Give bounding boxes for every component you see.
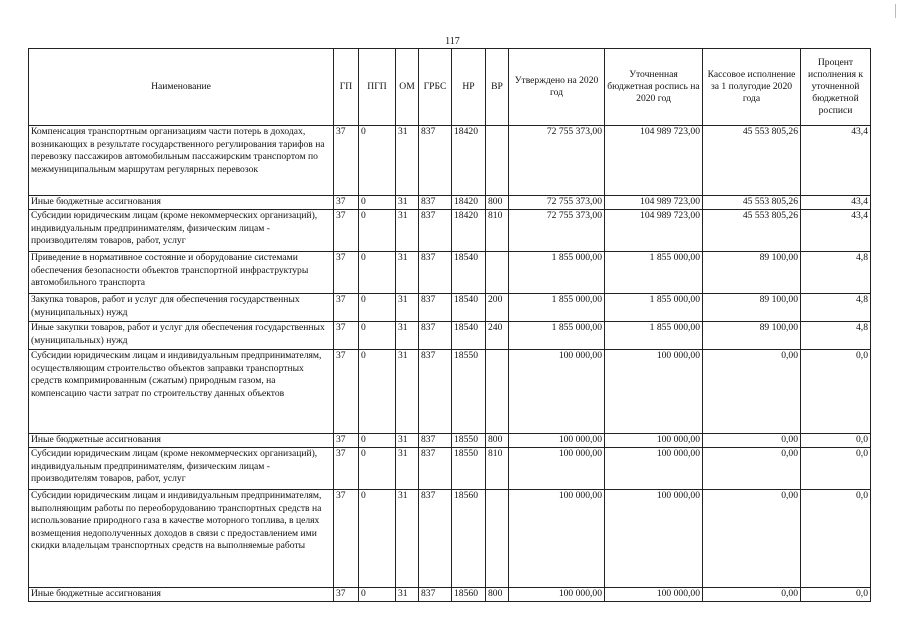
cell-approved: 100 000,00 — [509, 490, 605, 588]
header-gp: ГП — [334, 49, 359, 126]
cell-pgp: 0 — [359, 350, 396, 434]
header-percent: Процент исполнения к уточненной бюджетной росписи — [801, 49, 871, 126]
cell-pgp: 0 — [359, 252, 396, 294]
cell-om: 31 — [396, 252, 419, 294]
cell-pgp: 0 — [359, 196, 396, 210]
cell-approved: 100 000,00 — [509, 434, 605, 448]
cell-nr: 18550 — [452, 448, 486, 490]
cell-vr: 240 — [486, 322, 509, 350]
cell-revised: 100 000,00 — [605, 448, 703, 490]
cell-om: 31 — [396, 294, 419, 322]
cell-approved: 72 755 373,00 — [509, 196, 605, 210]
cell-grbs: 837 — [419, 322, 452, 350]
cell-grbs: 837 — [419, 210, 452, 252]
cell-approved: 1 855 000,00 — [509, 322, 605, 350]
cell-gp: 37 — [334, 322, 359, 350]
cell-grbs: 837 — [419, 126, 452, 196]
table-row — [29, 210, 871, 252]
cell-gp: 37 — [334, 490, 359, 588]
cell-vr — [486, 350, 509, 434]
header-approved: Утверждено на 2020 год — [509, 49, 605, 126]
cell-name: Иные бюджетные ассигнования — [29, 196, 334, 210]
table-row — [29, 126, 871, 196]
cell-revised: 1 855 000,00 — [605, 294, 703, 322]
cell-percent: 0,0 — [801, 448, 871, 490]
scan-edge-mark — [895, 4, 896, 18]
cell-revised: 104 989 723,00 — [605, 126, 703, 196]
table-row — [29, 588, 871, 602]
table-row — [29, 490, 871, 588]
table-row — [29, 196, 871, 210]
cell-percent: 4,8 — [801, 294, 871, 322]
cell-gp: 37 — [334, 252, 359, 294]
cell-om: 31 — [396, 490, 419, 588]
cell-vr: 810 — [486, 448, 509, 490]
cell-percent: 0,0 — [801, 350, 871, 434]
cell-pgp: 0 — [359, 434, 396, 448]
cell-pgp: 0 — [359, 322, 396, 350]
cell-cash: 45 553 805,26 — [703, 126, 801, 196]
cell-gp: 37 — [334, 588, 359, 602]
header-cash: Кассовое исполнение за 1 полугодие 2020 года — [703, 49, 801, 126]
cell-cash: 45 553 805,26 — [703, 196, 801, 210]
header-grbs: ГРБС — [419, 49, 452, 126]
cell-name: Субсидии юридическим лицам и индивидуальным предпринимателям, осуществляющим строительство объектов заправки транспортных средств компримированным (сжатым) природным газом, на компенсацию части затрат по строительству данных объектов — [29, 350, 334, 434]
cell-vr: 200 — [486, 294, 509, 322]
cell-revised: 104 989 723,00 — [605, 196, 703, 210]
cell-approved: 72 755 373,00 — [509, 126, 605, 196]
cell-approved: 72 755 373,00 — [509, 210, 605, 252]
cell-pgp: 0 — [359, 588, 396, 602]
table-row — [29, 252, 871, 294]
cell-om: 31 — [396, 448, 419, 490]
cell-om: 31 — [396, 588, 419, 602]
table-row — [29, 434, 871, 448]
cell-pgp: 0 — [359, 126, 396, 196]
cell-revised: 1 855 000,00 — [605, 322, 703, 350]
cell-vr: 810 — [486, 210, 509, 252]
cell-pgp: 0 — [359, 448, 396, 490]
cell-nr: 18550 — [452, 350, 486, 434]
cell-cash: 0,00 — [703, 350, 801, 434]
cell-om: 31 — [396, 196, 419, 210]
cell-nr: 18420 — [452, 126, 486, 196]
table-row — [29, 350, 871, 434]
cell-nr: 18540 — [452, 322, 486, 350]
cell-name: Субсидии юридическим лицам (кроме некоммерческих организаций), индивидуальным предпринимателям, физическим лицам - производителям товаров, работ, услуг — [29, 210, 334, 252]
cell-nr: 18550 — [452, 434, 486, 448]
cell-revised: 100 000,00 — [605, 434, 703, 448]
cell-gp: 37 — [334, 126, 359, 196]
cell-pgp: 0 — [359, 294, 396, 322]
header-name: Наименование — [29, 49, 334, 126]
cell-approved: 100 000,00 — [509, 588, 605, 602]
cell-percent: 43,4 — [801, 126, 871, 196]
cell-name: Приведение в нормативное состояние и оборудование системами обеспечения безопасности объектов транспортной инфраструктуры автомобильного транспорта — [29, 252, 334, 294]
cell-grbs: 837 — [419, 196, 452, 210]
cell-percent: 4,8 — [801, 252, 871, 294]
cell-grbs: 837 — [419, 350, 452, 434]
cell-grbs: 837 — [419, 434, 452, 448]
cell-vr — [486, 490, 509, 588]
cell-name: Иные закупки товаров, работ и услуг для обеспечения государственных (муниципальных) нужд — [29, 322, 334, 350]
table-row — [29, 294, 871, 322]
cell-name: Субсидии юридическим лицам (кроме некоммерческих организаций), индивидуальным предпринимателям, физическим лицам - производителям товаров, работ, услуг — [29, 448, 334, 490]
cell-cash: 0,00 — [703, 448, 801, 490]
cell-revised: 104 989 723,00 — [605, 210, 703, 252]
cell-pgp: 0 — [359, 490, 396, 588]
cell-approved: 100 000,00 — [509, 350, 605, 434]
table-header-row — [29, 49, 871, 126]
cell-gp: 37 — [334, 448, 359, 490]
cell-cash: 89 100,00 — [703, 322, 801, 350]
cell-nr: 18540 — [452, 294, 486, 322]
cell-name: Компенсация транспортным организациям части потерь в доходах, возникающих в результате государственного регулирования тарифов на перевозку пассажиров автомобильным пассажирским транспортом по межмуниципальным маршрутам регулярных перевозок — [29, 126, 334, 196]
header-revised: Уточненная бюджетная роспись на 2020 год — [605, 49, 703, 126]
table-row — [29, 322, 871, 350]
cell-grbs: 837 — [419, 294, 452, 322]
header-om: ОМ — [396, 49, 419, 126]
cell-name: Закупка товаров, работ и услуг для обеспечения государственных (муниципальных) нужд — [29, 294, 334, 322]
cell-cash: 89 100,00 — [703, 252, 801, 294]
cell-percent: 0,0 — [801, 490, 871, 588]
cell-gp: 37 — [334, 294, 359, 322]
cell-nr: 18560 — [452, 490, 486, 588]
cell-gp: 37 — [334, 196, 359, 210]
cell-nr: 18420 — [452, 196, 486, 210]
cell-gp: 37 — [334, 210, 359, 252]
cell-percent: 0,0 — [801, 434, 871, 448]
cell-cash: 0,00 — [703, 434, 801, 448]
cell-grbs: 837 — [419, 252, 452, 294]
cell-revised: 100 000,00 — [605, 490, 703, 588]
header-nr: НР — [452, 49, 486, 126]
header-vr: ВР — [486, 49, 509, 126]
cell-vr — [486, 252, 509, 294]
cell-nr: 18560 — [452, 588, 486, 602]
cell-cash: 0,00 — [703, 490, 801, 588]
cell-percent: 43,4 — [801, 210, 871, 252]
cell-grbs: 837 — [419, 490, 452, 588]
cell-vr: 800 — [486, 196, 509, 210]
cell-percent: 43,4 — [801, 196, 871, 210]
cell-gp: 37 — [334, 434, 359, 448]
cell-nr: 18420 — [452, 210, 486, 252]
cell-om: 31 — [396, 210, 419, 252]
cell-cash: 0,00 — [703, 588, 801, 602]
cell-om: 31 — [396, 322, 419, 350]
cell-cash: 45 553 805,26 — [703, 210, 801, 252]
cell-gp: 37 — [334, 350, 359, 434]
cell-name: Субсидии юридическим лицам и индивидуальным предпринимателям, выполняющим работы по переоборудованию транспортных средств на использование природного газа в качестве моторного топлива, в целях возмещения недополученных доходов в связи с предоставлением ими скидки владельцам транспортных средств на выполняемые работы — [29, 490, 334, 588]
cell-grbs: 837 — [419, 448, 452, 490]
table-body — [29, 126, 871, 602]
cell-pgp: 0 — [359, 210, 396, 252]
budget-execution-table — [28, 48, 871, 602]
cell-revised: 100 000,00 — [605, 350, 703, 434]
cell-name: Иные бюджетные ассигнования — [29, 434, 334, 448]
page-number: 117 — [445, 36, 460, 47]
cell-grbs: 837 — [419, 588, 452, 602]
cell-percent: 0,0 — [801, 588, 871, 602]
cell-cash: 89 100,00 — [703, 294, 801, 322]
header-pgp: ПГП — [359, 49, 396, 126]
cell-revised: 1 855 000,00 — [605, 252, 703, 294]
cell-nr: 18540 — [452, 252, 486, 294]
cell-vr: 800 — [486, 434, 509, 448]
cell-om: 31 — [396, 350, 419, 434]
cell-percent: 4,8 — [801, 322, 871, 350]
cell-name: Иные бюджетные ассигнования — [29, 588, 334, 602]
cell-revised: 100 000,00 — [605, 588, 703, 602]
cell-om: 31 — [396, 434, 419, 448]
cell-approved: 1 855 000,00 — [509, 294, 605, 322]
cell-approved: 100 000,00 — [509, 448, 605, 490]
table-row — [29, 448, 871, 490]
cell-vr: 800 — [486, 588, 509, 602]
cell-om: 31 — [396, 126, 419, 196]
cell-vr — [486, 126, 509, 196]
cell-approved: 1 855 000,00 — [509, 252, 605, 294]
